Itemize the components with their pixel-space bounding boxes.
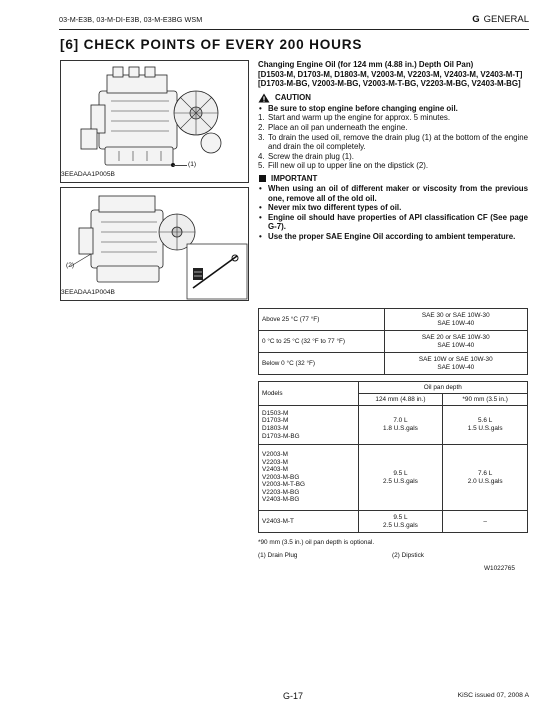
important-square-icon [259,175,266,182]
manual-models-header: 03-M-E3B, 03-M-DI-E3B, 03-M-E3BG WSM [59,15,203,24]
page-number: G-17 [283,691,304,701]
important-heading [258,174,528,184]
warning-triangle-icon [258,93,270,103]
procedure-text [258,60,528,242]
figure1-caption: 3EEADAA1P005B [61,171,115,178]
capacity-90-cell: 7.6 L 2.0 U.S.gals [443,445,528,511]
models-group-1: [D1503-M, D1703-M, D1803-M, V2003-M, V2203-M, V2403-M, V2403-M-T] [258,69,523,79]
section-title: [6] CHECK POINTS OF EVERY 200 HOURS [60,37,363,52]
models-group-2: [D1703-M-BG, V2003-M-BG, V2003-M-T-BG, V2203-M-BG, V2403-M-BG] [258,79,521,89]
procedure-heading: Changing Engine Oil (for 124 mm (4.88 in.) Depth Oil Pan) [258,60,474,69]
capacity-row [259,445,528,511]
figure2-caption: 3EEADAA1P004B [61,289,115,296]
drain-plug-callout: (1) [188,161,197,168]
document-code: W1022765 [484,565,515,572]
capacity-90-cell: 5.6 L 1.5 U.S.gals [443,406,528,445]
engine-dipstick-figure [60,187,249,301]
section-name: GENERAL [483,14,529,25]
oil-grade-cell: SAE 30 or SAE 10W-30 SAE 10W-40 [384,309,527,331]
oil-viscosity-table [258,308,528,375]
oil-grade-cell: SAE 10W or SAE 10W-30 SAE 10W-40 [384,353,527,375]
issue-note: KiSC issued 07, 2008 A [457,692,529,699]
important-item: • When using an oil of different maker or viscosity from the previous one, remove all of the old oil. [258,184,528,203]
engine-drain-plug-figure [60,60,249,183]
viscosity-row [259,331,528,353]
oil-pan-depth-header: Oil pan depth [358,382,527,394]
capacity-row [259,406,528,445]
depth-90-header: *90 mm (3.5 in.) [443,394,528,406]
important-label: IMPORTANT [271,174,318,184]
engine-illustration-1 [61,61,248,182]
step-item: 5. Fill new oil up to upper line on the dipstick (2). [258,161,429,171]
step-item: 3. To drain the used oil, remove the drain plug (1) at the bottom of the engine and drain the oil completely. [258,132,528,152]
oil-grade-cell: SAE 20 or SAE 10W-30 SAE 10W-40 [384,331,527,353]
engine-illustration-2 [61,188,248,300]
models-cell: V2003-M V2203-M V2403-M V2003-M-BG V2003-M-T-BG V2203-M-BG V2403-M-BG [259,445,359,511]
legend-drain-plug: (1) Drain Plug [258,552,298,559]
oil-pan-footnote: *90 mm (3.5 in.) oil pan depth is optional. [258,539,375,546]
important-item: • Never mix two different types of oil. [258,203,528,213]
step-item: 4. Screw the drain plug (1). [258,151,354,161]
viscosity-row [259,309,528,331]
capacity-124-cell: 7.0 L 1.8 U.S.gals [358,406,443,445]
models-header: Models [259,382,359,406]
step-item: 1. Start and warm up the engine for approx. 5 minutes. [258,113,451,123]
capacity-124-cell: 9.5 L 2.5 U.S.gals [358,511,443,533]
oil-capacity-table [258,381,528,533]
capacity-90-cell: – [443,511,528,533]
capacity-124-cell: 9.5 L 2.5 U.S.gals [358,445,443,511]
capacity-row [259,511,528,533]
section-header [472,14,529,25]
temperature-cell: 0 °C to 25 °C (32 °F to 77 °F) [259,331,385,353]
important-item: • Use the proper SAE Engine Oil according to ambient temperature. [258,232,528,242]
legend-dipstick: (2) Dipstick [392,552,424,559]
depth-124-header: 124 mm (4.88 in.) [358,394,443,406]
temperature-cell: Above 25 °C (77 °F) [259,309,385,331]
caution-heading [258,92,528,104]
header-rule [59,29,529,30]
temperature-cell: Below 0 °C (32 °F) [259,353,385,375]
viscosity-row [259,353,528,375]
dipstick-callout: (2) [66,262,75,269]
models-cell: D1503-M D1703-M D1803-M D1703-M-BG [259,406,359,445]
drain-plug-leader-line [173,165,187,166]
important-item: • Engine oil should have properties of API classification CF (See page G-7). [258,213,528,232]
models-cell: V2403-M-T [259,511,359,533]
caution-item: • Be sure to stop engine before changing engine oil. [258,104,528,114]
section-letter: G [472,14,480,25]
step-item: 2. Place an oil pan underneath the engine. [258,122,408,132]
caution-label: CAUTION [275,92,311,102]
